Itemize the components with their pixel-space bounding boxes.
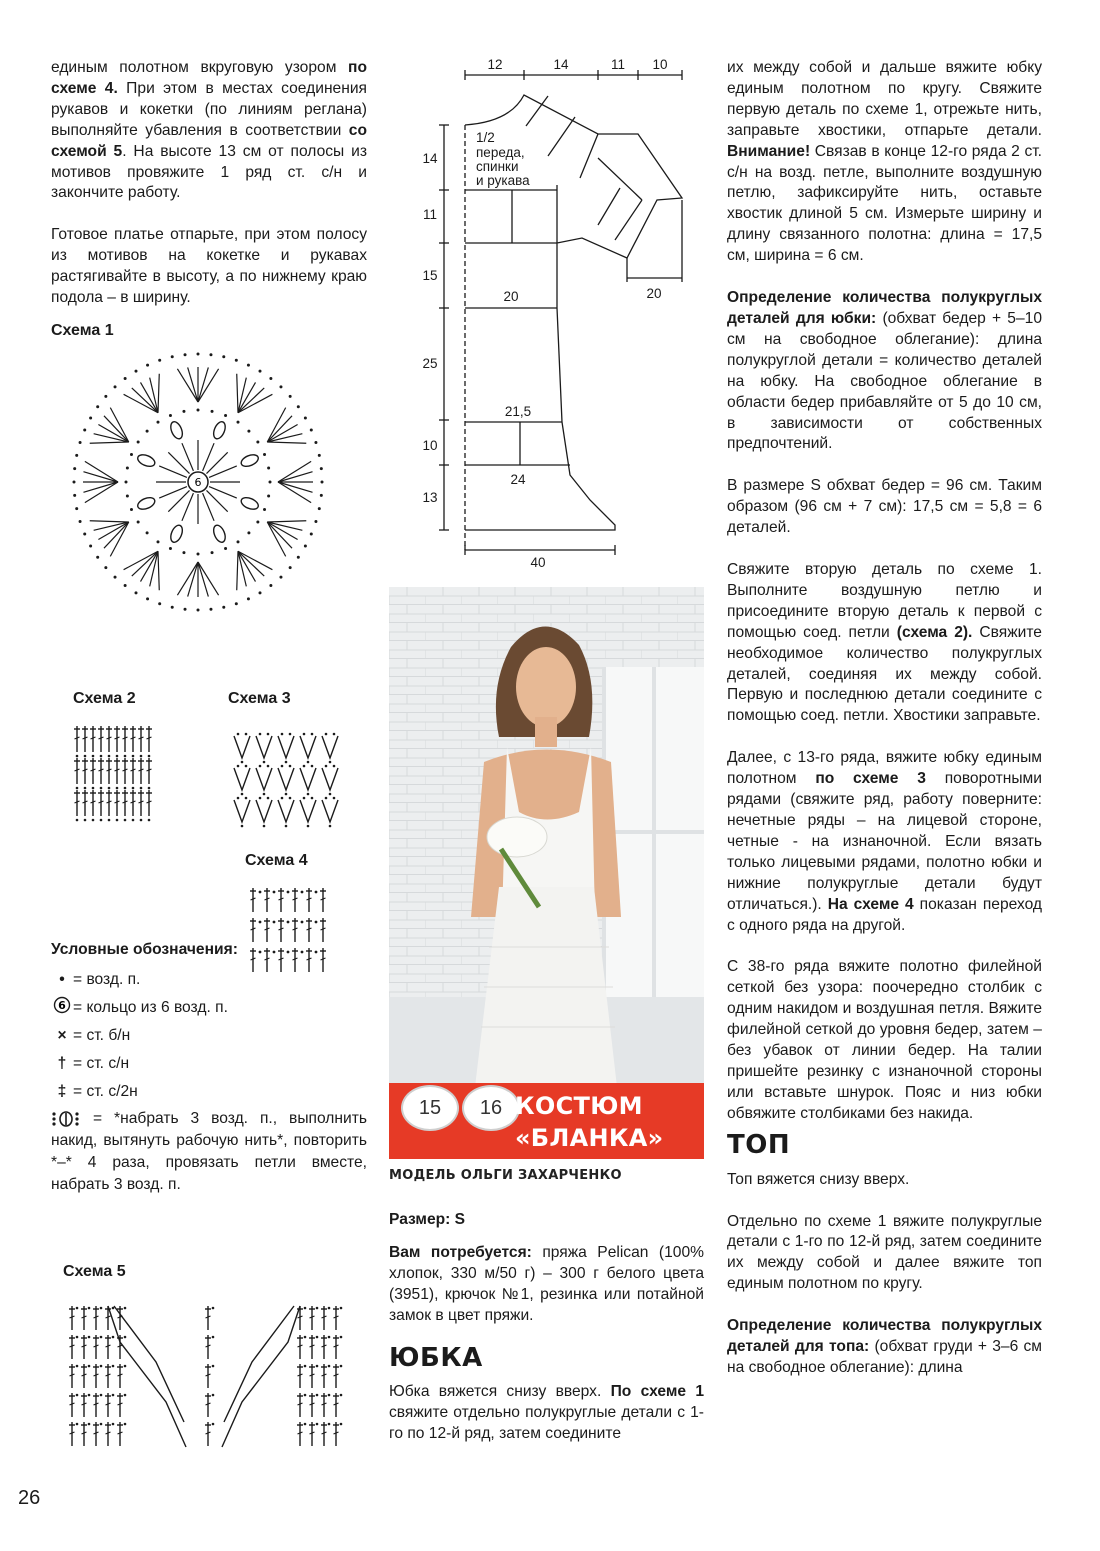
badge-15: 15 (401, 1085, 459, 1131)
scheme-4-title: Схема 4 (245, 852, 308, 869)
treble-crochet-icon: ‡ (57, 1083, 67, 1100)
scheme-1-diagram (63, 342, 333, 622)
pattern-diagram (420, 50, 720, 580)
dim-left-4: 25 (422, 356, 438, 371)
double-crochet-icon: † (57, 1055, 67, 1072)
dim-left-2: 11 (422, 207, 438, 222)
top-heading: ТОП (727, 1129, 791, 1160)
paragraph-steam: Готовое платье отпарьте, при этом полосу из мотивов на кокетке и рукавах растягивайте в высоту, а по нижнему краю подола – в ширину. (51, 226, 367, 307)
photo-illustration (389, 587, 704, 1087)
piece-label-2: переда, (476, 145, 525, 160)
scheme-5-diagram (66, 1302, 346, 1452)
dim-left-1: 14 (422, 151, 438, 166)
paragraph-second-piece: Свяжите вторую деталь по схеме 1. Выполните воздушную петлю и присоедините вторую деталь к первой с помощью соед. петли (схема 2). Свяжите необходимое количество полукруглых деталей, соединяя их между собой. Первую и последнюю детали соедините с помощью соед. петли. Хвостики заправьте. (727, 561, 1042, 725)
legend-title: Условные обозначения: (51, 941, 238, 958)
model-credit: МОДЕЛЬ ОЛЬГИ ЗАХАРЧЕНКО (389, 1168, 622, 1183)
page-number: 26 (18, 1487, 41, 1509)
scheme-2-title: Схема 2 (73, 690, 136, 707)
legend (51, 940, 367, 1196)
scheme-1-title: Схема 1 (51, 322, 114, 339)
dim-top-4: 10 (652, 57, 668, 72)
chain-stitch-icon: • (59, 971, 65, 988)
scheme-3-diagram (232, 732, 344, 832)
scheme-5-title: Схема 5 (63, 1263, 126, 1280)
svg-text:6: 6 (58, 998, 66, 1012)
materials: Вам потребуется: пряжа Pelican (100% хлопок, 330 м/50 г) – 300 г белого цвета (3951), крючок №1, резинка или потайной замок в цвет пряжи. (389, 1243, 704, 1324)
paragraph-top-pieces: Отдельно по схеме 1 вяжите полукруглые детали с 1-го по 12-й ряд, затем соедините их между собой и далее вяжите топ единым полотном по кругу. (727, 1212, 1042, 1293)
paragraph-top-intro: Топ вяжется снизу вверх. (727, 1170, 910, 1188)
dim-left-6: 13 (422, 490, 438, 505)
scheme-3-title: Схема 3 (228, 690, 291, 707)
dim-left-3: 15 (422, 268, 438, 283)
dim-width-24: 24 (510, 472, 526, 487)
column-right (727, 58, 1042, 1400)
dim-width-20: 20 (503, 289, 519, 304)
dim-width-40: 40 (530, 555, 546, 570)
dim-top-3: 11 (610, 57, 626, 72)
legend-row-chain: • = возд. п. (51, 966, 367, 994)
paragraph-finish: единым полотном вкруговую узором по схеме 4. При этом в местах соединения рукавов и кокетки (по линиям реглана) выполняйте убавления в соответствии со схемой 5. На высоте 13 см от полосы из мотивов провяжите 1 ряд ст. с/н и закончите работу. (51, 59, 367, 202)
paragraph-row-13: Далее, с 13-го ряда, вяжите юбку единым полотном по схеме 3 поворотными рядами (свяжите ряд, работу поверните: нечетные ряды – на лицевой стороне, четные - на изнаночной. Если вязать только лицевыми рядами, полотно юбки и нижние полукруглые детали будут отличаться.). На схеме 4 показан переход с одного ряда на другой. (727, 749, 1043, 934)
svg-text:6: 6 (194, 476, 202, 489)
size-line: Размер: S (389, 1211, 466, 1228)
paragraph-skirt-count: Определение количества полукруглых деталей для юбки: (обхват бедер + 5–10 см на свободное облегание): длина полукруглой детали = количество деталей на юбку. На свободное облегание в области бедер прибавляйте от 5 до 10 см, в зависимости от собственных предпочтений. (727, 289, 1042, 453)
legend-row-sc: × = ст. б/н (51, 1022, 367, 1050)
dim-top-2: 14 (553, 57, 569, 72)
legend-row-dc: † = ст. с/н (51, 1050, 367, 1078)
legend-row-ring: 6 = кольцо из 6 возд. п. (51, 994, 367, 1022)
paragraph-size-s: В размере S обхват бедер = 96 см. Таким образом (96 см + 7 см): 17,5 см = 5,8 = 6 деталей. (727, 477, 1042, 537)
paragraph-top-count: Определение количества полукруглых деталей для топа: (обхват груди + 3–6 см на свободное облегание): длина (727, 1317, 1042, 1376)
ring-icon (53, 996, 71, 1014)
scheme-2-diagram (74, 722, 154, 822)
column-middle (389, 1210, 704, 1466)
dim-width-21-5: 21,5 (504, 404, 532, 419)
paragraph-first-piece: их между собой и дальше вяжите юбку единым полотном по кругу. Свяжите первую деталь по схеме 1, отрежьте нить, заправьте хвостики, отпарьте детали. Внимание! Связав в конце 12-го ряда 2 ст. с/н на возд. петле, выполните воздушную петлю, зафиксируйте нить, оставьте хвостик длиной 5 см. Измерьте ширину и длину связанного полотна: длина = 17,5 см, ширина = 6 см. (727, 59, 1042, 265)
single-crochet-icon: × (57, 1027, 67, 1044)
banner-title: КОСТЮМ «БЛАНКА» (515, 1092, 664, 1152)
paragraph-row-38: С 38-го ряда вяжите полотно филейной сеткой без узора: поочередно столбик с одним накидом и воздушная петля. Вяжите филейной сеткой до уровня бедер, затем – без убавок от линии бедер. На талии пришейте резинку с изнаночной стороны или вставьте шнурок. Пояс и низ юбки обвяжите столбиками без накида. (727, 958, 1042, 1122)
dim-left-5: 10 (422, 438, 438, 453)
piece-label-1: 1/2 (476, 130, 495, 145)
piece-label-4: и рукава (476, 173, 530, 188)
dim-top-1: 12 (487, 57, 503, 72)
badge-16: 16 (462, 1085, 520, 1131)
dim-sleeve-20: 20 (646, 286, 662, 301)
piece-label-3: спинки (476, 159, 519, 174)
model-photo (389, 587, 704, 1087)
skirt-intro: Юбка вяжется снизу вверх. По схеме 1 свяжите отдельно полукруглые детали с 1-го по 12-й ряд, затем соедините (389, 1383, 704, 1443)
puff-stitch-icon (51, 1111, 81, 1127)
legend-row-puff: = *набрать 3 возд. п., выполнить накид, вытянуть рабочую нить*, повторить *–* 4 раза, провязать петли вместе, набрать 3 возд. п. (51, 1110, 367, 1193)
skirt-heading: ЮБКА (389, 1342, 483, 1373)
column-left (51, 58, 367, 330)
legend-row-tr: ‡ = ст. с/2н (51, 1078, 367, 1106)
